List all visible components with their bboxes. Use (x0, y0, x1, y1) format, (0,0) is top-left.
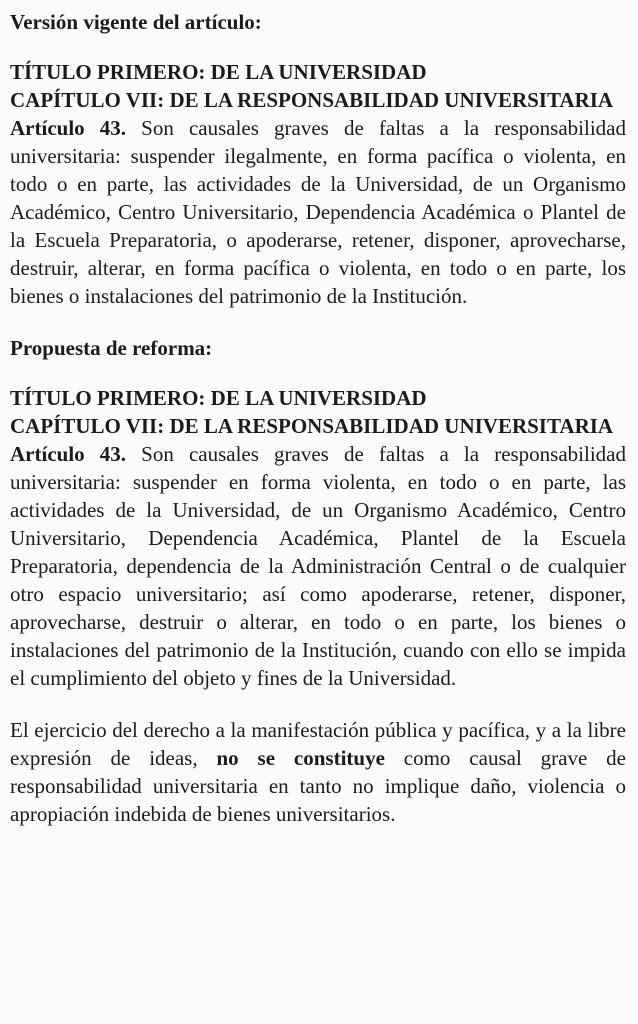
current-version-title-line: TÍTULO PRIMERO: DE LA UNIVERSIDAD (10, 60, 427, 84)
closing-paragraph (10, 716, 626, 828)
closing-text-before-bold: El ejercicio del derecho a la manifestación pública y pacífica, y a la libre expresión de ideas, (10, 718, 626, 770)
reform-proposal-article-text: Son causales graves de faltas a la responsabilidad universitaria: suspender en forma violenta, en todo o en parte, las actividades de la Universidad, de un Organismo Académico, Centro Universitario, Dependencia Académica, Plantel de la Escuela Preparatoria, dependencia de la Administración Central o de cualquier otro espacio universitario; así como apoderarse, retener, disponer, aprovecharse, destruir o alterar, en todo o en parte, los bienes o instalaciones del patrimonio de la Institución, cuando con ello se impida el cumplimiento del objeto y fines de la Universidad. (10, 442, 627, 690)
reform-proposal-heading: Propuesta de reforma: (10, 336, 213, 360)
reform-proposal-chapter-line: CAPÍTULO VII: DE LA RESPONSABILIDAD UNIVERSITARIA (10, 414, 614, 438)
current-version-article-text: Son causales graves de faltas a la responsabilidad universitaria: suspender ilegalmente, en forma pacífica o violenta, en todo o en parte, las actividades de la Universidad, de un Organismo Académico, Centro Universitario, Dependencia Académica o Plantel de la Escuela Preparatoria, o apoderarse, retener, disponer, aprovecharse, destruir, alterar, en forma pacífica o violenta, en todo o en parte, los bienes o instalaciones del patrimonio de la Institución. (10, 116, 627, 308)
reform-proposal-title-line: TÍTULO PRIMERO: DE LA UNIVERSIDAD (10, 386, 427, 410)
reform-proposal-article-paragraph (10, 440, 626, 692)
closing-text-after-bold: como causal grave de responsabilidad universitaria en tanto no implique daño, violencia o apropiación indebida de bienes universitarios. (10, 746, 626, 826)
section-closing (10, 716, 626, 828)
closing-bold-phrase: no se constituye (216, 746, 385, 770)
current-version-heading: Versión vigente del artículo: (10, 10, 262, 34)
reform-proposal-title-block (10, 384, 626, 692)
section-current-version (10, 8, 626, 310)
document-body (10, 8, 626, 828)
reform-proposal-article-label: Artículo 43. (10, 442, 127, 466)
section-reform-proposal (10, 334, 626, 692)
current-version-article-paragraph (10, 114, 626, 310)
current-version-chapter-line: CAPÍTULO VII: DE LA RESPONSABILIDAD UNIVERSITARIA (10, 88, 614, 112)
current-version-article-label: Artículo 43. (10, 116, 127, 140)
current-version-title-block (10, 58, 626, 310)
